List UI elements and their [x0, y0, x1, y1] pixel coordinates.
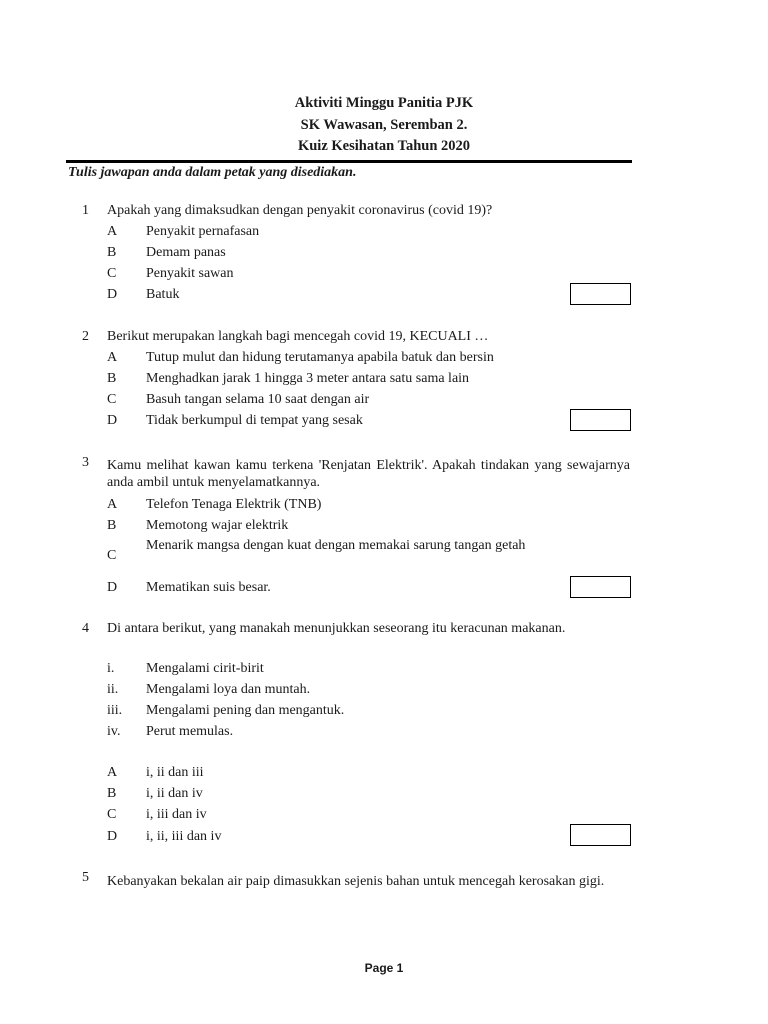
- q4-statement-text: Perut memulas.: [146, 724, 234, 739]
- q2-option-text: Tidak berkumpul di tempat yang sesak: [146, 413, 363, 428]
- q4-option-letter: D: [107, 829, 118, 844]
- q2-answer-box[interactable]: [570, 409, 631, 431]
- q2-option-text: Tutup mulut dan hidung terutamanya apabila batuk dan bersin: [146, 350, 494, 365]
- q4-option-letter: A: [107, 765, 118, 780]
- q3-option-letter: B: [107, 518, 117, 533]
- q2-option-letter: D: [107, 413, 118, 428]
- q3-option-text: Menarik mangsa dengan kuat dengan memakai sarung tangan getah: [146, 538, 526, 553]
- q4-statement-text: Mengalami loya dan muntah.: [146, 682, 311, 697]
- q4-option-text: i, ii, iii dan iv: [146, 829, 222, 844]
- q1-option-text: Demam panas: [146, 245, 226, 260]
- q5-number: 5: [82, 870, 89, 885]
- q1-text: Apakah yang dimaksudkan dengan penyakit coronavirus (covid 19)?: [107, 203, 493, 218]
- q1-answer-box[interactable]: [570, 283, 631, 305]
- q3-option-text: Memotong wajar elektrik: [146, 518, 289, 533]
- q4-statement-numeral: i.: [107, 661, 115, 676]
- q4-statement-numeral: iii.: [107, 703, 123, 718]
- q2-option-text: Basuh tangan selama 10 saat dengan air: [146, 392, 370, 407]
- q4-statement-numeral: iv.: [107, 724, 121, 739]
- header-line-3: Kuiz Kesihatan Tahun 2020: [297, 138, 471, 154]
- q1-option-text: Batuk: [146, 287, 180, 302]
- q3-answer-box[interactable]: [570, 576, 631, 598]
- q4-option-text: i, ii dan iv: [146, 786, 203, 801]
- q3-option-text: Mematikan suis besar.: [146, 580, 271, 595]
- q2-option-letter: B: [107, 371, 117, 386]
- instruction: Tulis jawapan anda dalam petak yang disediakan.: [68, 165, 357, 180]
- q4-option-text: i, iii dan iv: [146, 807, 207, 822]
- q1-option-text: Penyakit sawan: [146, 266, 234, 281]
- q1-option-text: Penyakit pernafasan: [146, 224, 260, 239]
- q4-number: 4: [82, 621, 89, 636]
- q4-option-letter: B: [107, 786, 117, 801]
- q3-option-letter: D: [107, 580, 118, 595]
- q4-option-letter: C: [107, 807, 117, 822]
- page-number: Page 1: [364, 961, 404, 975]
- q1-option-letter: B: [107, 245, 117, 260]
- q5-text: Kebanyakan bekalan air paip dimasukkan sejenis bahan untuk mencegah kerosakan gigi.: [107, 874, 605, 889]
- q2-text: Berikut merupakan langkah bagi mencegah covid 19, KECUALI …: [107, 329, 489, 344]
- q4-answer-box[interactable]: [570, 824, 631, 846]
- q2-option-text: Menghadkan jarak 1 hingga 3 meter antara satu sama lain: [146, 371, 470, 386]
- q3-number: 3: [82, 455, 89, 470]
- q1-option-letter: C: [107, 266, 117, 281]
- q2-option-letter: C: [107, 392, 117, 407]
- q1-number: 1: [82, 203, 89, 218]
- q3-option-letter: C: [107, 548, 117, 563]
- q2-option-letter: A: [107, 350, 118, 365]
- q4-text: Di antara berikut, yang manakah menunjukkan seseorang itu keracunan makanan.: [107, 621, 566, 636]
- header-line-1: Aktiviti Minggu Panitia PJK: [294, 95, 474, 111]
- q3-option-letter: A: [107, 497, 118, 512]
- q4-statement-text: Mengalami cirit-birit: [146, 661, 264, 676]
- q4-statement-text: Mengalami pening dan mengantuk.: [146, 703, 345, 718]
- q1-option-letter: A: [107, 224, 118, 239]
- header-line-2: SK Wawasan, Seremban 2.: [300, 117, 468, 133]
- q3-option-text: Telefon Tenaga Elektrik (TNB): [146, 497, 322, 512]
- q3-text: Kamu melihat kawan kamu terkena 'Renjatan Elektrik'. Apakah tindakan yang sewajarnya anda ambil untuk menyelamatkannya.: [107, 458, 630, 490]
- q1-option-letter: D: [107, 287, 118, 302]
- q4-statement-numeral: ii.: [107, 682, 119, 697]
- q2-number: 2: [82, 329, 89, 344]
- header-divider: [66, 160, 632, 163]
- q4-option-text: i, ii dan iii: [146, 765, 204, 780]
